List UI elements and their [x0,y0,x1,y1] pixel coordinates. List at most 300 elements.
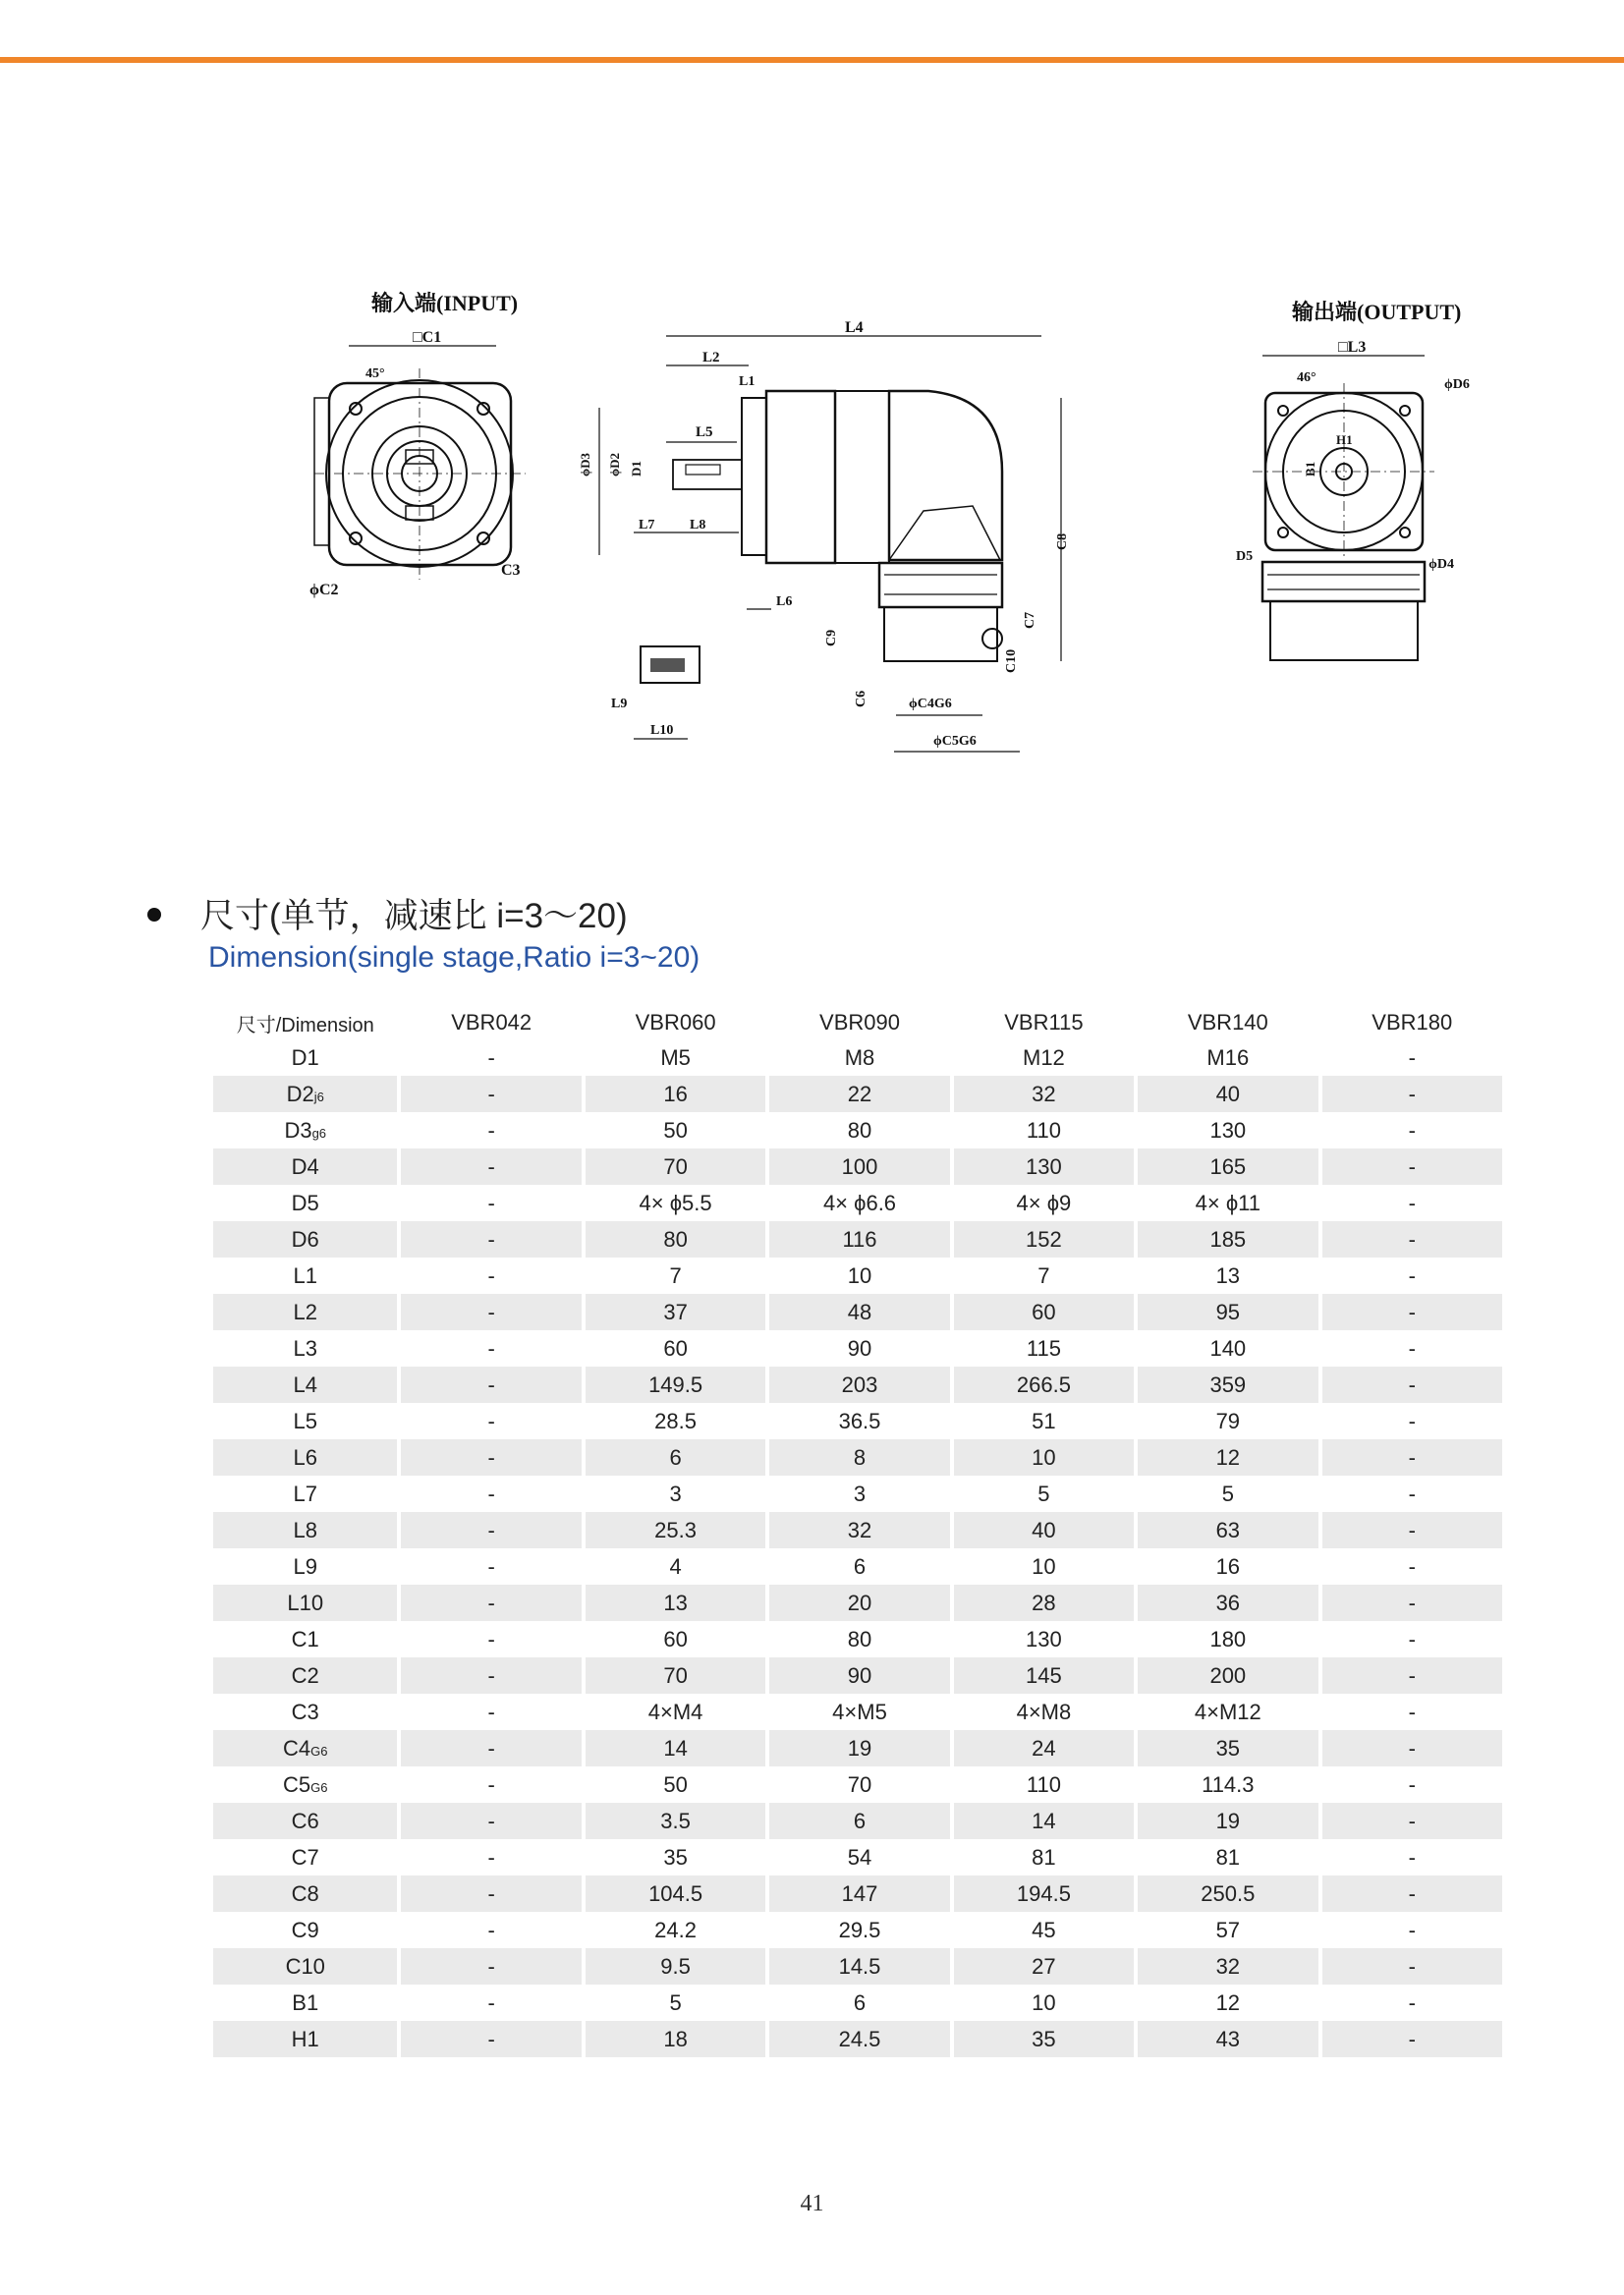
table-cell: 4× ϕ5.5 [639,1190,712,1215]
table-cell: 12 [1138,1439,1317,1476]
row-label-text: L7 [293,1481,317,1506]
table-cell: - [1408,1844,1416,1870]
table-cell: 6 [853,1553,867,1579]
row-label [213,1875,397,1912]
label-l4: L4 [845,319,864,336]
label-l1: L1 [739,374,756,389]
table-cell: 20 [769,1585,949,1621]
label-angle-45: 45° [365,366,385,381]
table-cell: - [487,1844,495,1870]
table-cell: - [401,1148,581,1185]
table-cell: - [1408,1553,1416,1579]
table-cell: - [1408,1262,1416,1288]
table-cell: 140 [1209,1335,1247,1361]
table-cell: M5 [660,1044,691,1070]
row-label-tolerance: G6 [310,1743,328,1759]
table-cell: 130 [954,1148,1134,1185]
table-cell: - [487,1190,495,1215]
table-cell: - [487,1699,495,1724]
row-label [213,1476,397,1512]
label-c10: C10 [1004,648,1019,673]
table-cell: 115 [1026,1335,1061,1361]
table-cell: 54 [847,1844,872,1870]
header-dimension: 尺寸/Dimension [236,1014,374,1036]
header-vbr140: VBR140 [1187,1010,1268,1035]
table-cell: M8 [844,1044,875,1070]
row-label-tolerance: G6 [310,1779,328,1795]
table-cell: M16 [1206,1044,1250,1070]
table-cell: - [1322,1439,1502,1476]
row-label [213,1039,397,1076]
row-label-text: L9 [293,1553,317,1579]
label-c4: ϕC4G6 [909,697,952,711]
top-accent-bar [0,57,1624,63]
row-label-text: D5 [291,1190,319,1215]
table-row [213,1367,1502,1403]
table-cell: 37 [586,1294,765,1330]
table-cell: 36 [1138,1585,1317,1621]
table-cell: - [1408,1117,1416,1143]
table-row [213,1076,1502,1112]
row-label-text: C10 [285,1953,325,1979]
table-cell: 14.5 [769,1948,949,1985]
table-cell: 5 [1221,1481,1234,1506]
table-cell: 10 [954,1439,1134,1476]
table-cell: - [1322,1730,1502,1766]
input-end-view [309,291,526,598]
table-cell: 35 [1138,1730,1317,1766]
table-cell: - [1408,1699,1416,1724]
table-row [213,1875,1502,1912]
row-label-text: D3 [284,1117,312,1143]
table-body [213,1039,1502,2057]
table-cell: - [487,1553,495,1579]
table-cell: 35 [954,2021,1134,2057]
header-vbr090: VBR090 [819,1010,900,1035]
table-row [213,1330,1502,1367]
table-cell: 7 [669,1262,682,1288]
table-row [213,1621,1502,1657]
label-l2: L2 [702,350,720,365]
table-cell: - [1408,1626,1416,1651]
table-cell: 4× ϕ9 [1016,1190,1072,1215]
table-cell: 70 [847,1771,872,1797]
table-cell: - [401,1367,581,1403]
row-label [213,1294,397,1330]
table-cell: - [401,1948,581,1985]
table-cell: - [487,1262,495,1288]
table-cell: 359 [1138,1367,1317,1403]
table-cell: 100 [769,1148,949,1185]
row-label-text: C5 [283,1771,311,1797]
row-label-text: L10 [287,1590,324,1615]
table-cell: 24.2 [654,1917,697,1942]
row-label-text: C4 [283,1735,311,1761]
row-label-tolerance: g6 [311,1125,327,1141]
table-cell: 24.5 [769,2021,949,2057]
row-label [213,1148,397,1185]
table-cell: - [1322,1585,1502,1621]
row-label [213,1803,397,1839]
table-cell: - [487,1771,495,1797]
table-cell: - [1322,1948,1502,1985]
label-l10: L10 [650,723,674,738]
table-cell: - [401,1585,581,1621]
table-cell: - [1322,1512,1502,1548]
row-label-tolerance: j6 [313,1089,324,1104]
row-label-text: D6 [291,1226,319,1252]
table-cell: - [487,1481,495,1506]
output-end-view [1236,300,1470,660]
row-label-text: L4 [293,1371,317,1397]
row-label [213,1548,397,1585]
label-c6: C6 [854,690,868,707]
table-cell: M12 [1023,1044,1065,1070]
table-cell: 4×M4 [647,1699,703,1724]
table-cell: - [487,1117,495,1143]
label-l5: L5 [696,424,713,440]
table-cell: 40 [954,1512,1134,1548]
table-cell: - [1408,1408,1416,1433]
table-cell: 6 [853,1989,867,2015]
label-d3: ϕD3 [578,452,592,476]
table-cell: 51 [1032,1408,1056,1433]
table-row [213,1403,1502,1439]
table-cell: 90 [847,1335,872,1361]
table-cell: 24 [954,1730,1134,1766]
table-row [213,1657,1502,1694]
label-c2: ϕC2 [309,582,339,598]
label-d2: ϕD2 [607,452,622,476]
table-cell: 16 [1215,1553,1241,1579]
row-label [213,1985,397,2021]
table-cell: 80 [586,1221,765,1258]
table-cell: 70 [586,1148,765,1185]
table-cell: 16 [586,1076,765,1112]
table-cell: - [487,1044,495,1070]
label-d5: D5 [1236,549,1254,564]
row-label-text: L3 [293,1335,317,1361]
table-cell: 114.3 [1202,1771,1255,1797]
header-vbr115: VBR115 [1004,1010,1084,1035]
dimension-table [209,1006,1506,2057]
table-cell: 5 [1037,1481,1050,1506]
table-cell: 185 [1138,1221,1317,1258]
table-row [213,1294,1502,1330]
table-cell: - [401,2021,581,2057]
table-cell: 13 [1215,1262,1241,1288]
row-label [213,1948,397,1985]
table-row [213,1548,1502,1585]
table-row [213,1112,1502,1148]
table-cell: 32 [954,1076,1134,1112]
table-cell: 149.5 [586,1367,765,1403]
row-label-text: C2 [291,1662,319,1688]
table-cell: - [401,1730,581,1766]
table-cell: 29.5 [838,1917,881,1942]
table-cell: - [1322,1367,1502,1403]
row-label [213,1839,397,1875]
side-view [578,319,1070,752]
table-cell: - [1408,1335,1416,1361]
row-label [213,1912,397,1948]
table-cell: 3 [853,1481,867,1506]
label-c7: C7 [1023,611,1037,629]
table-cell: 18 [586,2021,765,2057]
bullet-icon [147,908,161,922]
table-cell: - [1322,2021,1502,2057]
table-row [213,1948,1502,1985]
row-label [213,1258,397,1294]
label-l3: □L3 [1338,339,1367,356]
table-cell: 35 [663,1844,688,1870]
row-label-text: L5 [293,1408,317,1433]
table-cell: 6 [586,1439,765,1476]
row-label [213,1403,397,1439]
table-cell: 60 [663,1335,688,1361]
table-cell: - [1408,1917,1416,1942]
table-cell: 90 [769,1657,949,1694]
table-row [213,1839,1502,1875]
table-cell: - [1322,1076,1502,1112]
row-label [213,1330,397,1367]
section-title-cn [147,889,628,938]
section-title-en: Dimension(single stage,Ratio i=3~20) [208,941,700,974]
table-row [213,1185,1502,1221]
table-cell: - [401,1657,581,1694]
row-label-text: D2 [286,1081,314,1106]
label-l6: L6 [776,594,793,609]
table-cell: 80 [847,1626,872,1651]
table-cell: 145 [954,1657,1134,1694]
table-cell: 48 [769,1294,949,1330]
gearbox-technical-drawing [295,275,1470,766]
label-b1: B1 [1303,461,1317,476]
table-cell: 19 [1138,1803,1317,1839]
row-label-text: L1 [293,1262,317,1288]
label-d6: ϕD6 [1444,377,1470,392]
table-cell: 116 [769,1221,949,1258]
table-row [213,1512,1502,1548]
table-cell: 63 [1138,1512,1317,1548]
table-cell: 180 [1209,1626,1247,1651]
table-row [213,1221,1502,1258]
section-title-cn-text: 尺寸(单节，减速比 i=3～20) [200,897,628,935]
table-cell: - [401,1803,581,1839]
table-cell: 4×M8 [1016,1699,1072,1724]
header-vbr180: VBR180 [1372,1010,1453,1035]
header-vbr060: VBR060 [635,1010,716,1035]
table-row [213,1585,1502,1621]
table-row [213,1439,1502,1476]
table-cell: 27 [954,1948,1134,1985]
table-cell: 104.5 [586,1875,765,1912]
table-cell: - [487,1917,495,1942]
table-row [213,2021,1502,2057]
table-cell: - [1408,1481,1416,1506]
row-label [213,1621,397,1657]
table-cell: 6 [769,1803,949,1839]
table-cell: 3 [669,1481,682,1506]
label-d4: ϕD4 [1428,557,1454,572]
row-label [213,1221,397,1258]
row-label [213,1185,397,1221]
table-cell: 70 [586,1657,765,1694]
table-cell: 81 [1215,1844,1241,1870]
page-number: 41 [800,2191,824,2216]
table-cell: 200 [1138,1657,1317,1694]
row-label-text: C7 [291,1844,319,1870]
table-cell: - [487,1626,495,1651]
table-cell: 13 [586,1585,765,1621]
label-l7: L7 [639,518,655,532]
label-l9: L9 [611,697,628,711]
table-row [213,1730,1502,1766]
label-c9: C9 [824,629,839,646]
input-title: 输入端(INPUT) [371,291,519,315]
table-cell: 110 [1026,1771,1061,1797]
row-label [213,1076,397,1112]
output-title: 输出端(OUTPUT) [1292,300,1462,324]
label-angle-46: 46° [1297,370,1316,385]
row-label-text: H1 [291,2026,319,2051]
table-cell: 57 [1215,1917,1241,1942]
row-label [213,1766,397,1803]
table-cell: 250.5 [1138,1875,1317,1912]
table-cell: - [1408,1771,1416,1797]
label-l8: L8 [690,518,706,532]
row-label-text: D1 [291,1044,319,1070]
table-cell: 8 [769,1439,949,1476]
table-cell: 110 [1026,1117,1061,1143]
row-label [213,2021,397,2057]
table-cell: 3.5 [586,1803,765,1839]
row-label-text: L8 [293,1517,317,1542]
table-cell: - [1322,1657,1502,1694]
table-cell: 50 [663,1117,688,1143]
table-cell: 130 [1026,1626,1062,1651]
table-cell: 50 [663,1771,688,1797]
row-label-text: D4 [291,1153,319,1179]
table-cell: 32 [769,1512,949,1548]
table-cell: - [1408,1044,1416,1070]
row-label [213,1694,397,1730]
table-cell: - [1322,1294,1502,1330]
table-row [213,1039,1502,1076]
table-cell: 147 [769,1875,949,1912]
row-label-text: L2 [293,1299,317,1324]
row-label [213,1112,397,1148]
table-cell: 130 [1209,1117,1247,1143]
table-row [213,1258,1502,1294]
table-cell: - [1322,1803,1502,1839]
row-label-text: C6 [291,1808,319,1833]
row-label [213,1657,397,1694]
table-cell: 165 [1138,1148,1317,1185]
table-cell: 266.5 [954,1367,1134,1403]
table-cell: - [401,1875,581,1912]
row-label-text: C3 [291,1699,319,1724]
table-cell: 43 [1138,2021,1317,2057]
table-cell: 9.5 [586,1948,765,1985]
table-row [213,1694,1502,1730]
table-cell: - [1322,1875,1502,1912]
label-c3: C3 [501,562,521,579]
row-label-text: C1 [291,1626,319,1651]
table-cell: - [401,1439,581,1476]
row-label-text: L6 [293,1444,317,1470]
table-cell: 4×M5 [832,1699,887,1724]
row-label [213,1512,397,1548]
label-d1: D1 [629,461,644,476]
table-cell: 40 [1138,1076,1317,1112]
table-cell: 5 [669,1989,682,2015]
table-row [213,1985,1502,2021]
table-cell: - [487,1989,495,2015]
row-label-text: B1 [292,1989,319,2015]
label-c8: C8 [1055,532,1070,550]
table-cell: - [401,1076,581,1112]
table-cell: 95 [1138,1294,1317,1330]
table-cell: - [1408,1989,1416,2015]
table-cell: - [1408,1190,1416,1215]
table-cell: 81 [1032,1844,1056,1870]
table-cell: 14 [586,1730,765,1766]
table-cell: - [487,1408,495,1433]
table-cell: 152 [954,1221,1134,1258]
table-cell: 32 [1138,1948,1317,1985]
table-cell: 10 [847,1262,872,1288]
row-label [213,1730,397,1766]
table-cell: 4 [669,1553,682,1579]
table-cell: - [401,1221,581,1258]
table-cell: 4× ϕ6.6 [822,1190,897,1215]
table-row [213,1766,1502,1803]
table-cell: 4×M12 [1194,1699,1261,1724]
table-cell: 28.5 [654,1408,697,1433]
table-cell: - [401,1512,581,1548]
table-cell: 7 [1037,1262,1050,1288]
table-header-row [213,1006,1502,1039]
row-label-text: C9 [291,1917,319,1942]
table-row [213,1803,1502,1839]
table-cell: 10 [1032,1553,1056,1579]
table-cell: 36.5 [838,1408,881,1433]
table-cell: 194.5 [954,1875,1134,1912]
row-label [213,1585,397,1621]
table-cell: 79 [1215,1408,1241,1433]
table-cell: 60 [954,1294,1134,1330]
row-label [213,1439,397,1476]
label-c1: □C1 [413,329,442,346]
table-cell: 14 [954,1803,1134,1839]
table-cell: 28 [954,1585,1134,1621]
table-cell: 4× ϕ11 [1195,1190,1260,1215]
table-cell: - [487,1335,495,1361]
table-cell: 60 [663,1626,688,1651]
row-label [213,1367,397,1403]
table-row [213,1912,1502,1948]
table-cell: 10 [1032,1989,1056,2015]
table-cell: 80 [847,1117,872,1143]
table-cell: - [401,1294,581,1330]
label-c5: ϕC5G6 [933,734,977,749]
table-cell: 12 [1215,1989,1241,2015]
table-row [213,1148,1502,1185]
table-cell: 203 [769,1367,949,1403]
table-cell: - [1322,1148,1502,1185]
table-cell: 45 [1032,1917,1056,1942]
